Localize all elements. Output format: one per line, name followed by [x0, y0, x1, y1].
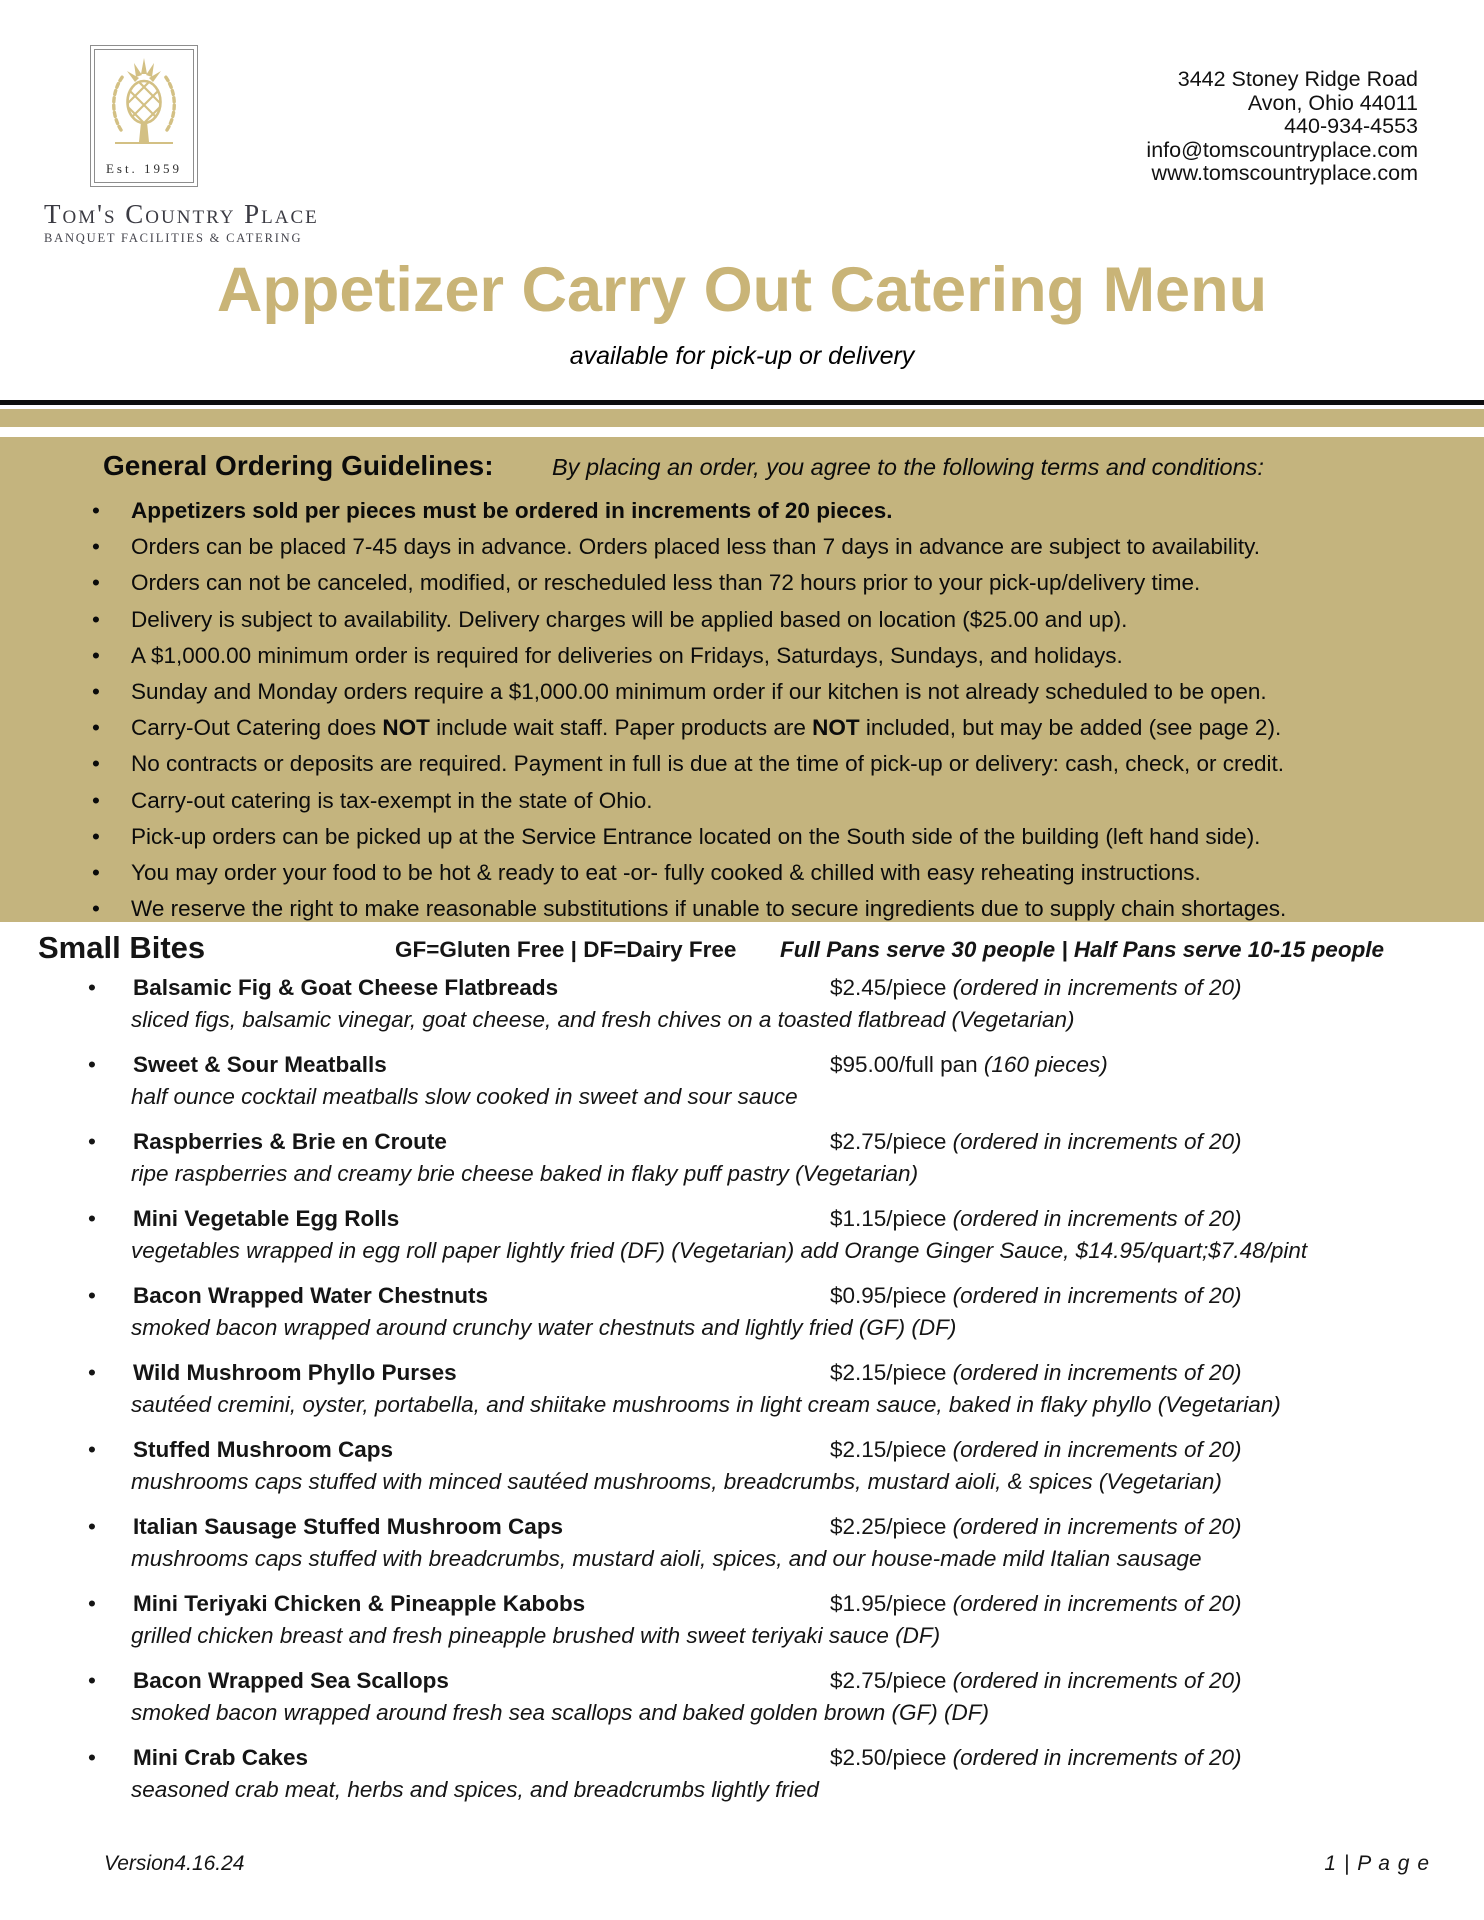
- guideline-item: • Carry-out catering is tax-exempt in the state of Ohio.: [0, 783, 1484, 819]
- guideline-item: • Orders can be placed 7-45 days in advance. Orders placed less than 7 days in advance are subject to availability.: [0, 529, 1484, 565]
- price-note: (ordered in increments of 20): [952, 1668, 1242, 1693]
- menu-item-name: Wild Mushroom Phyllo Purses: [133, 1360, 457, 1385]
- menu-item-description: half ounce cocktail meatballs slow cooked in sweet and sour sauce: [131, 1084, 798, 1109]
- menu-item-description: mushrooms caps stuffed with breadcrumbs, mustard aioli, spices, and our house-made mild Italian sausage: [131, 1546, 1202, 1571]
- guidelines-heading-row: [0, 450, 1484, 488]
- guideline-item: • No contracts or deposits are required. Payment in full is due at the time of pick-up or delivery: cash, check, or credit.: [0, 746, 1484, 782]
- small-bites-header-row: [0, 928, 1484, 972]
- price-value: $1.15/piece: [830, 1206, 947, 1231]
- menu-item-list: [88, 972, 1460, 1819]
- menu-item: [88, 1203, 1460, 1267]
- price-value: $2.75/piece: [830, 1129, 947, 1154]
- menu-item-name: Mini Crab Cakes: [133, 1745, 309, 1770]
- price-note: (ordered in increments of 20): [952, 1745, 1242, 1770]
- menu-item-name: Raspberries & Brie en Croute: [133, 1129, 447, 1154]
- guidelines-heading: General Ordering Guidelines:: [103, 450, 494, 481]
- guideline-item: • Delivery is subject to availability. Delivery charges will be applied based on location ($25.00 and up).: [0, 602, 1484, 638]
- menu-item-name-row: [88, 1126, 1460, 1158]
- address-line-1: 3442 Stoney Ridge Road: [1177, 67, 1418, 91]
- bullet-icon: •: [88, 1745, 96, 1770]
- menu-item-price: [830, 1742, 1242, 1774]
- contact-block: [1146, 68, 1418, 186]
- pineapple-emblem-icon: [105, 54, 183, 159]
- menu-item-name-row: [88, 1049, 1460, 1081]
- menu-item-name: Italian Sausage Stuffed Mushroom Caps: [133, 1514, 564, 1539]
- logo-established-text: Est. 1959: [105, 161, 183, 176]
- guideline-item: • A $1,000.00 minimum order is required for deliveries on Fridays, Saturdays, Sundays, and holidays.: [0, 638, 1484, 674]
- price-value: $2.45/piece: [830, 975, 947, 1000]
- menu-item: [88, 1665, 1460, 1729]
- bullet-icon: •: [88, 1283, 96, 1308]
- pan-serving-note: Full Pans serve 30 people | Half Pans serve 10-15 people: [780, 937, 1385, 962]
- guideline-item: • Appetizers sold per pieces must be ordered in increments of 20 pieces.: [0, 493, 1484, 529]
- price-note: (ordered in increments of 20): [952, 1360, 1242, 1385]
- price-note: (ordered in increments of 20): [952, 1514, 1242, 1539]
- dietary-legend: GF=Gluten Free | DF=Dairy Free: [395, 937, 737, 962]
- menu-item: [88, 1434, 1460, 1498]
- menu-item-name: Balsamic Fig & Goat Cheese Flatbreads: [133, 975, 559, 1000]
- menu-item-name-row: [88, 1203, 1460, 1235]
- price-value: $2.25/piece: [830, 1514, 947, 1539]
- bullet-icon: •: [88, 1360, 96, 1385]
- price-value: $2.15/piece: [830, 1360, 947, 1385]
- price-value: $2.15/piece: [830, 1437, 947, 1462]
- menu-item-name-row: [88, 1665, 1460, 1697]
- price-note: (160 pieces): [983, 1052, 1108, 1077]
- menu-item: [88, 1742, 1460, 1806]
- menu-item-name-row: [88, 1742, 1460, 1774]
- page-subtitle: available for pick-up or delivery: [569, 342, 915, 370]
- email-link[interactable]: info@tomscountryplace.com: [1146, 137, 1418, 162]
- menu-item-name-row: [88, 1511, 1460, 1543]
- bullet-icon: •: [88, 1206, 96, 1231]
- price-note: (ordered in increments of 20): [952, 1283, 1242, 1308]
- menu-item-price: [830, 1357, 1242, 1389]
- bullet-icon: •: [88, 1437, 96, 1462]
- price-note: (ordered in increments of 20): [952, 1437, 1242, 1462]
- address-line-2: Avon, Ohio 44011: [1247, 90, 1418, 115]
- page-title: Appetizer Carry Out Catering Menu: [216, 255, 1268, 325]
- price-value: $95.00/full pan: [830, 1052, 978, 1077]
- document-version: Version4.16.24: [104, 1852, 245, 1875]
- divider-rule: [0, 400, 1484, 405]
- menu-item-name-row: [88, 1357, 1460, 1389]
- menu-item-name: Mini Teriyaki Chicken & Pineapple Kabobs: [133, 1591, 586, 1616]
- accent-band: [0, 409, 1484, 427]
- guideline-item: • Pick-up orders can be picked up at the Service Entrance located on the South side of the building (left hand side).: [0, 819, 1484, 855]
- price-value: $1.95/piece: [830, 1591, 947, 1616]
- price-note: (ordered in increments of 20): [952, 1591, 1242, 1616]
- guidelines-terms-note: By placing an order, you agree to the following terms and conditions:: [552, 454, 1264, 480]
- bullet-icon: •: [88, 1591, 96, 1616]
- menu-item: [88, 1357, 1460, 1421]
- menu-item-name: Bacon Wrapped Water Chestnuts: [133, 1283, 489, 1308]
- menu-item-description: ripe raspberries and creamy brie cheese baked in flaky puff pastry (Vegetarian): [131, 1161, 919, 1186]
- price-note: (ordered in increments of 20): [952, 1129, 1242, 1154]
- phone-number: 440-934-4553: [1284, 114, 1418, 138]
- bullet-icon: •: [88, 1129, 96, 1154]
- bullet-icon: •: [88, 1052, 96, 1077]
- menu-item-price: [830, 1280, 1242, 1312]
- guideline-item: • Orders can not be canceled, modified, or rescheduled less than 72 hours prior to your pick-up/delivery time.: [0, 565, 1484, 601]
- price-value: $2.50/piece: [830, 1745, 947, 1770]
- menu-item: [88, 1588, 1460, 1652]
- menu-item-name: Stuffed Mushroom Caps: [133, 1437, 394, 1462]
- menu-item-price: [830, 972, 1242, 1004]
- menu-item-name: Mini Vegetable Egg Rolls: [133, 1206, 400, 1231]
- business-wordmark: [44, 201, 319, 246]
- menu-item-price: [830, 1126, 1242, 1158]
- menu-item-name: Sweet & Sour Meatballs: [133, 1052, 387, 1077]
- guidelines-list: [0, 493, 1484, 927]
- section-title: Small Bites: [38, 930, 206, 965]
- menu-item-name: Bacon Wrapped Sea Scallops: [133, 1668, 449, 1693]
- menu-item: [88, 1511, 1460, 1575]
- price-note: (ordered in increments of 20): [952, 975, 1242, 1000]
- menu-item-description: mushrooms caps stuffed with minced sautéed mushrooms, breadcrumbs, mustard aioli, & spices (Vegetarian): [131, 1469, 1222, 1494]
- menu-item: [88, 1126, 1460, 1190]
- menu-item-description: sliced figs, balsamic vinegar, goat cheese, and fresh chives on a toasted flatbread (Vegetarian): [131, 1007, 1075, 1032]
- menu-item-description: vegetables wrapped in egg roll paper lightly fried (DF) (Vegetarian) add Orange Ginger Sauce, $14.95/quart;$7.48/pint: [131, 1238, 1308, 1263]
- menu-item: [88, 1049, 1460, 1113]
- price-value: $0.95/piece: [830, 1283, 947, 1308]
- menu-item-name-row: [88, 1588, 1460, 1620]
- ordering-guidelines-section: [0, 437, 1484, 922]
- menu-item: [88, 1280, 1460, 1344]
- guideline-item: • Sunday and Monday orders require a $1,000.00 minimum order if our kitchen is not already scheduled to be open.: [0, 674, 1484, 710]
- website-link[interactable]: www.tomscountryplace.com: [1151, 161, 1418, 185]
- menu-item-description: smoked bacon wrapped around fresh sea scallops and baked golden brown (GF) (DF): [131, 1700, 989, 1725]
- guideline-item: • Carry-Out Catering does NOT include wait staff. Paper products are NOT included, but may be added (see page 2).: [0, 710, 1484, 746]
- menu-item-description: grilled chicken breast and fresh pineapple brushed with sweet teriyaki sauce (DF): [131, 1623, 941, 1648]
- logo-frame: [94, 49, 194, 183]
- menu-item-description: sautéed cremini, oyster, portabella, and shiitake mushrooms in light cream sauce, baked in flaky phyllo (Vegetarian): [131, 1392, 1281, 1417]
- menu-item-price: [830, 1434, 1242, 1466]
- menu-item-price: [830, 1049, 1108, 1081]
- menu-item-description: seasoned crab meat, herbs and spices, and breadcrumbs lightly fried: [131, 1777, 819, 1802]
- menu-item-price: [830, 1588, 1242, 1620]
- menu-item-price: [830, 1511, 1242, 1543]
- menu-item-name-row: [88, 1280, 1460, 1312]
- guideline-item: • You may order your food to be hot & ready to eat -or- fully cooked & chilled with easy reheating instructions.: [0, 855, 1484, 891]
- bullet-icon: •: [88, 1514, 96, 1539]
- menu-item: [88, 972, 1460, 1036]
- page-number: 1 | P a g e: [1324, 1852, 1430, 1875]
- menu-item-description: smoked bacon wrapped around crunchy water chestnuts and lightly fried (GF) (DF): [131, 1315, 957, 1340]
- bullet-icon: •: [88, 975, 96, 1000]
- business-logo: [90, 45, 198, 187]
- bullet-icon: •: [88, 1668, 96, 1693]
- price-note: (ordered in increments of 20): [952, 1206, 1242, 1231]
- menu-item-price: [830, 1665, 1242, 1697]
- guideline-item: • We reserve the right to make reasonable substitutions if unable to secure ingredients due to supply chain shortages.: [0, 891, 1484, 927]
- menu-item-name-row: [88, 972, 1460, 1004]
- business-tagline: BANQUET FACILITIES & CATERING: [44, 231, 303, 245]
- price-value: $2.75/piece: [830, 1668, 947, 1693]
- business-name: Tom's Country Place: [44, 199, 319, 229]
- menu-item-price: [830, 1203, 1242, 1235]
- menu-item-name-row: [88, 1434, 1460, 1466]
